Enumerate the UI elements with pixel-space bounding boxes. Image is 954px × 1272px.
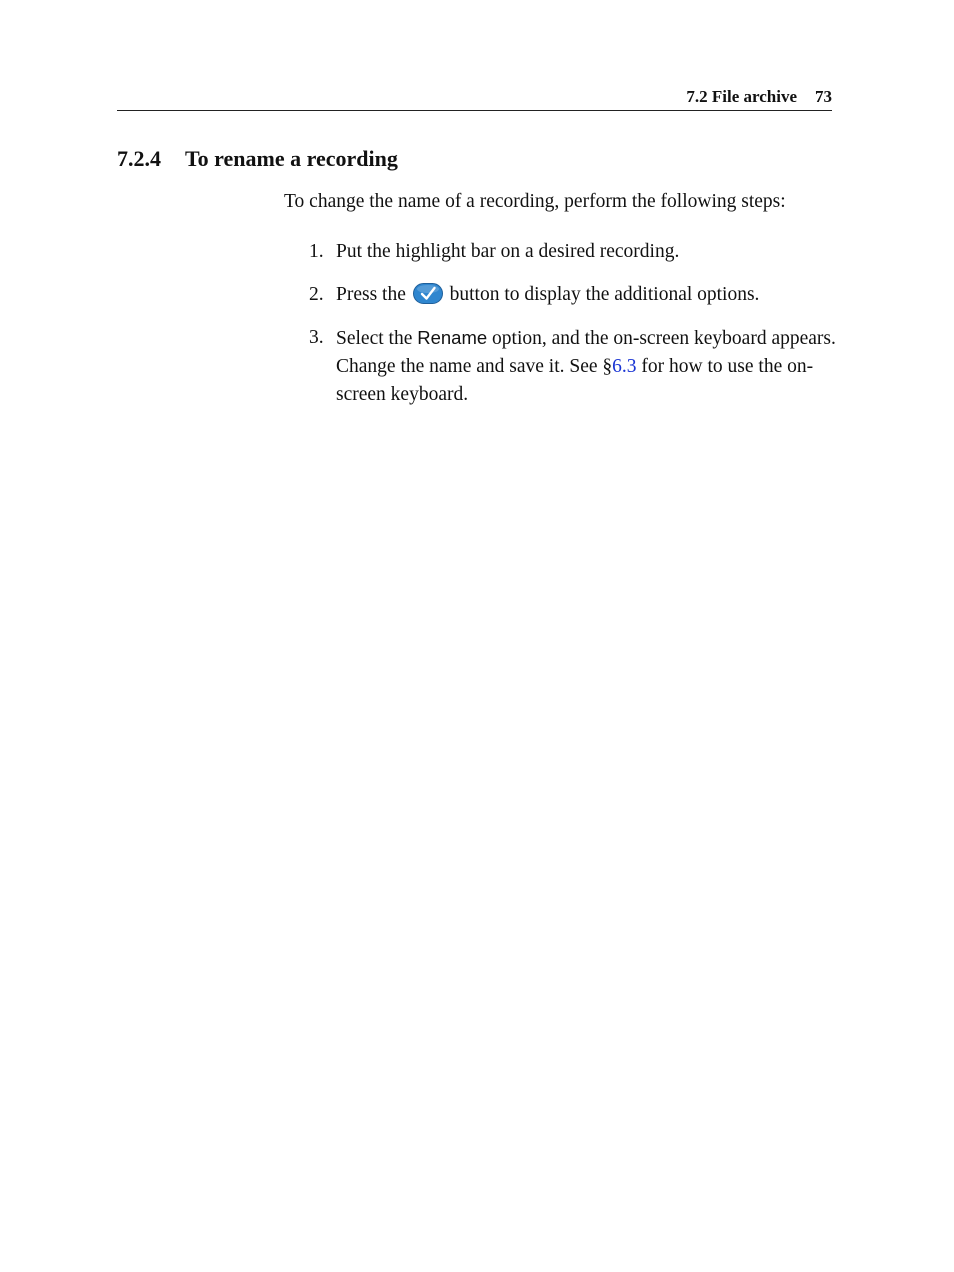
- intro-paragraph: To change the name of a recording, perform the following steps:: [284, 191, 786, 212]
- checkmark-button-icon: [413, 283, 443, 304]
- step-text-after: button to display the additional options.: [449, 284, 760, 305]
- list-item: [284, 238, 836, 266]
- section-reference-link[interactable]: 6.3: [612, 356, 637, 377]
- step-text-before: Select the: [336, 328, 413, 349]
- section-heading: [117, 145, 398, 173]
- header-section-title: 7.2 File archive: [686, 87, 797, 106]
- section-number: 7.2.4: [117, 146, 161, 171]
- step-text: Put the highlight bar on a desired recording.: [336, 241, 680, 262]
- step-number: 1.: [309, 241, 324, 262]
- main-content: [284, 188, 836, 424]
- rename-option-label: Rename: [417, 327, 488, 348]
- step-number: 3.: [309, 327, 324, 348]
- running-header: [117, 86, 832, 111]
- step-text-before: Press the: [336, 284, 406, 305]
- list-item: [284, 281, 836, 309]
- list-item: [284, 324, 836, 409]
- page-number: 73: [815, 87, 832, 106]
- step-text-after: for how to use the on-screen keyboard.: [336, 356, 814, 405]
- step-number: 2.: [309, 284, 324, 305]
- step-text-middle: option, and the on-screen keyboard appears. Change the name and save it. See §: [336, 328, 836, 377]
- section-title: To rename a recording: [185, 146, 398, 171]
- steps-list: [284, 238, 836, 409]
